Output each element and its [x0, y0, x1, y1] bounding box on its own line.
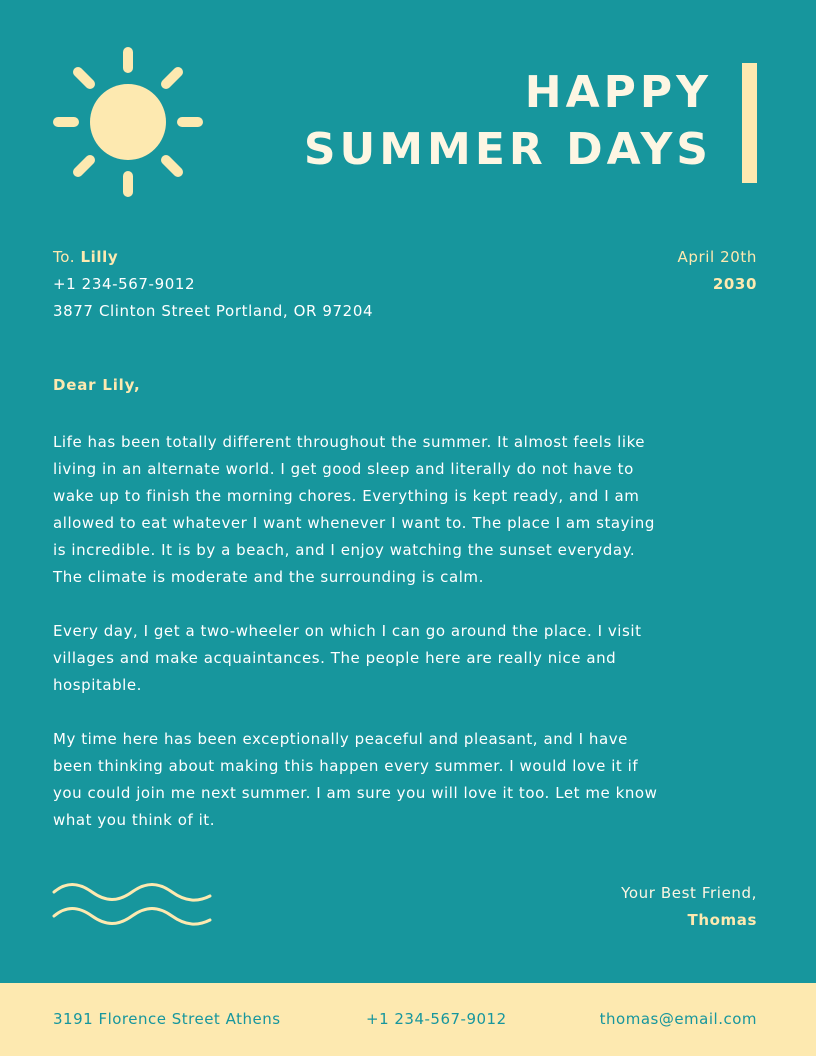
page-title: [304, 64, 712, 178]
recipient-address: 3877 Clinton Street Portland, OR 97204: [53, 302, 374, 320]
letter-paragraph-3: My time here has been exceptionally peaceful and pleasant, and I have been thinking about making this happen every summer. I would love it if you could join me next summer. I am sure you will love it too. Let me know what you think of it.: [53, 730, 658, 829]
letter-greeting: Dear Lily,: [53, 376, 141, 394]
recipient-block: [53, 244, 373, 325]
letter-paragraph-1: Life has been totally different throughout the summer. It almost feels like living in an alternate world. I get good sleep and literally do not have to wake up to finish the morning chores. Everything is kept ready, and I am allowed to eat whatever I want whenever I want to. The place I am staying is incredible. It is by a beach, and I enjoy watching the sunset everyday. The climate is moderate and the surrounding is calm.: [53, 433, 655, 586]
title-accent-bar: [742, 63, 757, 183]
date-day: April 20th: [677, 248, 757, 266]
sun-icon: [52, 46, 204, 198]
letter-paragraph-2: Every day, I get a two-wheeler on which I can go around the place. I visit villages and make acquaintances. The people here are really nice and hospitable.: [53, 622, 642, 694]
title-line-1: HAPPY: [524, 67, 712, 118]
signoff-block: [621, 880, 757, 934]
footer-bar: [0, 983, 816, 1056]
letter-body: [53, 429, 765, 861]
letter-closing: Your Best Friend,: [621, 884, 757, 902]
footer-email: thomas@email.com: [599, 1010, 757, 1028]
recipient-phone: +1 234-567-9012: [53, 275, 196, 293]
footer-address: 3191 Florence Street Athens: [53, 1010, 281, 1028]
footer-phone: +1 234-567-9012: [366, 1010, 507, 1028]
date-year: 2030: [712, 275, 757, 293]
recipient-name: Lilly: [80, 248, 119, 266]
recipient-line: [53, 244, 373, 271]
title-line-2: SUMMER DAYS: [303, 124, 712, 175]
waves-icon: [52, 882, 212, 932]
date-block: [677, 244, 757, 298]
letter-sender: Thomas: [687, 911, 757, 929]
recipient-label: To.: [53, 248, 76, 266]
